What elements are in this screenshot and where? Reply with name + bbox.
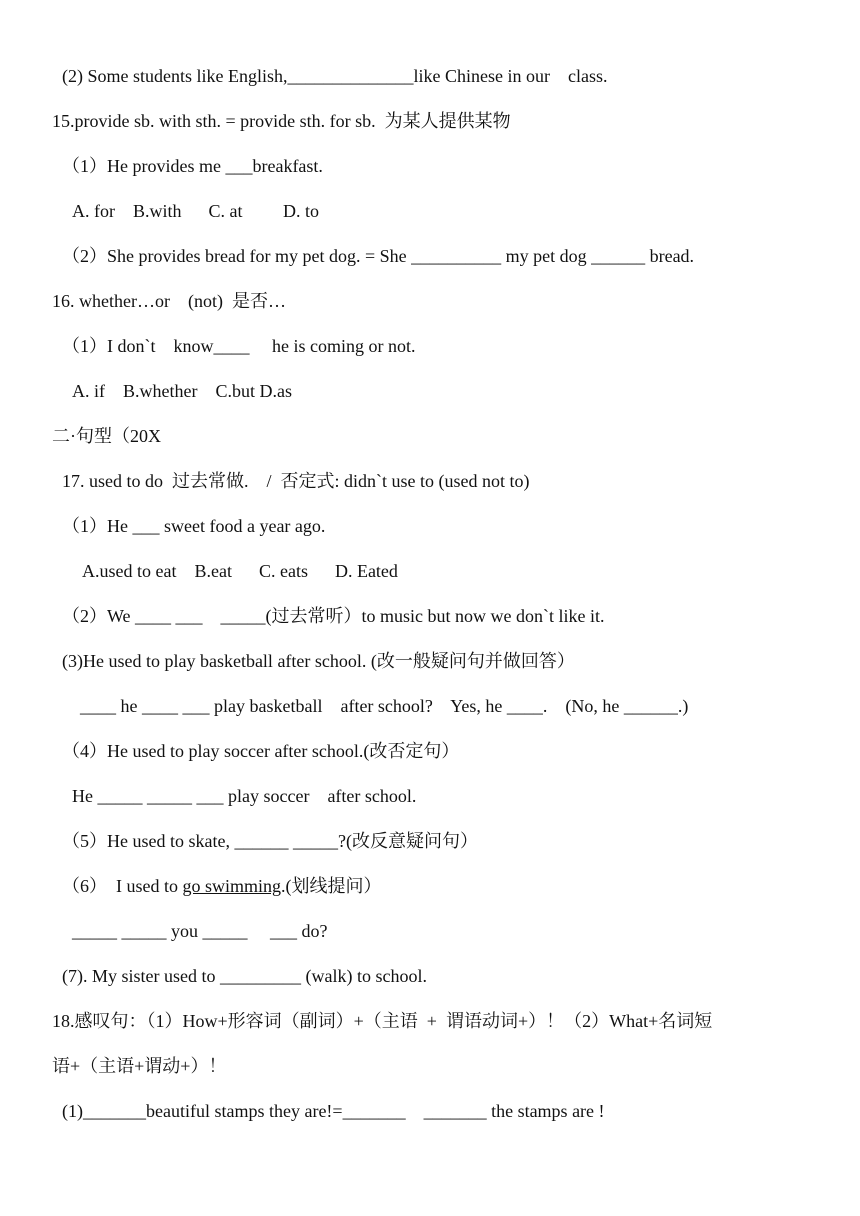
item-18-heading: 18.感叹句：（1）How+形容词（副词）+（主语 + 谓语动词+）！（2）What+名词短	[52, 1011, 713, 1031]
item-15-options: A. for B.with C. at D. to	[72, 201, 319, 221]
item-17-options: A.used to eat B.eat C. eats D. Eated	[82, 561, 398, 581]
item-17-question-4: （4）He used to play soccer after school.(改否定句）	[62, 741, 460, 761]
item-17-heading: 17. used to do 过去常做. / 否定式: didn`t use to (used not to)	[62, 471, 530, 491]
section-heading: 二·句型（20X	[52, 426, 161, 446]
item-16-heading: 16. whether…or (not) 是否…	[52, 291, 286, 311]
item-15-question-1: （1）He provides me ___breakfast.	[62, 156, 323, 176]
item-18-question-1: (1)_______beautiful stamps they are!=_______ _______ the stamps are !	[62, 1101, 605, 1121]
underlined-phrase: go swimming	[182, 876, 282, 896]
item-15-question-2: （2）She provides bread for my pet dog. = She __________ my pet dog ______ bread.	[62, 246, 695, 266]
item-17-question-5: （5）He used to skate, ______ _____?(改反意疑问句）	[62, 831, 478, 851]
item-17-question-3-answer: ____ he ____ ___ play basketball after school? Yes, he ____. (No, he ______.)	[80, 696, 689, 716]
item-17-question-1: （1）He ___ sweet food a year ago.	[62, 516, 326, 536]
question-6-prefix: （6） I used to	[62, 876, 183, 896]
item-17-question-6	[62, 874, 382, 898]
item-17-question-7: (7). My sister used to _________ (walk) to school.	[62, 966, 427, 986]
item-15-heading: 15.provide sb. with sth. = provide sth. for sb. 为某人提供某物	[52, 111, 511, 131]
item-16-options: A. if B.whether C.but D.as	[72, 381, 292, 401]
item-18-heading-cont: 语+（主语+谓动+）！	[52, 1056, 227, 1076]
item-17-question-2: （2）We ____ ___ _____(过去常听）to music but now we don`t like it.	[62, 606, 605, 626]
item-17-question-4-answer: He _____ _____ ___ play soccer after school.	[72, 786, 417, 806]
question-6-suffix: .(划线提问）	[281, 876, 382, 896]
item-17-question-3: (3)He used to play basketball after school. (改一般疑问句并做回答）	[62, 651, 575, 671]
item-17-question-6-answer: _____ _____ you _____ ___ do?	[72, 921, 328, 941]
item-16-question-1: （1）I don`t know____ he is coming or not.	[62, 336, 416, 356]
item-14-question-2: (2) Some students like English,______________like Chinese in our class.	[62, 66, 608, 86]
